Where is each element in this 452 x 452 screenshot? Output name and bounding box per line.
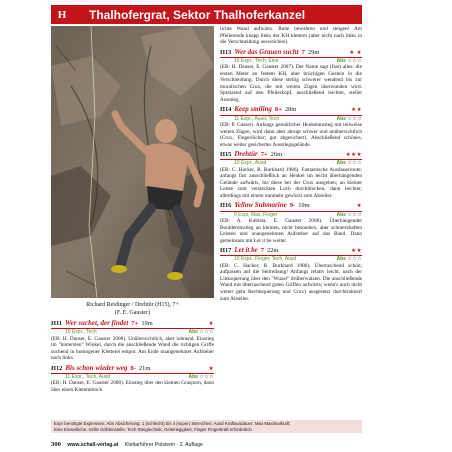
route-description: (EB: H. Dauser, E. Gauster 2007). Der Name sagt (fast) alles: die ersten Meter an festem KH, aber brüchigen Gestein in die Verschneidung. Durch diese steilig schwerer wendend bis zur moralischen Crux, die mit weiten Zügen überwunden wird. Spreizend auf den Pfeilerkopf, anschließend leichter, steiler Ausstieg. [220,64,362,103]
route-stars: ★★ [351,107,362,114]
route-length: 26m [270,151,283,159]
route-gear: 11 Expr., Ausd, Tech [234,115,280,122]
protection-rating: Abs ☆☆☆ [188,329,214,336]
route-grade: 7 [301,48,305,56]
route-stars: ★ ★ [349,49,362,56]
right-column [220,26,362,305]
route-header [220,151,362,160]
route-length: 28m [284,106,297,114]
legend-line-1: Expr benötigte Expressen; Abs Absicherung: 1 (schlecht) bis 4 (super) Sternchen; Ausd Kraftausdauer; Max Maximalkraft; [54,420,291,426]
route-description: (EB: A. Kubista, E. Gauster 2008). Überhängender Bouldereinstieg an kleinen, nicht besonders, aber schmerzhaften Leisten und unangenehmen Aufsteher auf das Band. Dann gemeinsam mit Let it be weiter. [220,218,362,244]
route-stars: ★★★ [345,152,362,159]
protection-rating: Abs ☆☆☆ [336,115,362,122]
route-grade: 9- [289,202,296,210]
route-length: 21m [138,364,151,372]
route-grade: 8- [130,364,136,372]
protection-stars: ☆☆☆ [347,160,362,167]
route-id: H17 [220,247,232,255]
route-meta [220,256,362,263]
route-description: (EB: C. Hacker, R. Burkhard 1986). Fantastische Ausdauerroute; anfangs fast ausschließlich an Henkel im leicht überhängenden Gelände aufwärts, bis diese bei der Crux ausgehen; an kleiner Leiste zum versteckten Loch durchblocken, dann leichter, allerdings mit einem nunmehr gewürzt zum Abseiler. [220,166,362,199]
protection-rating: Abs ☆☆☆ [336,211,362,218]
caption-line-1: Richard Reidinger / Drehtür (H15), 7+ [86,302,179,308]
route-name: Wer suchet, der findet [65,319,129,327]
caption-line-2: (F. E. Gauster) [114,309,151,316]
protection-stars: ☆☆☆ [199,329,214,336]
route-grade: 7 [260,247,264,255]
protection-stars: ☆☆☆ [347,256,362,263]
protection-rating: Abs ☆☆☆ [336,160,362,167]
route-length: 22m [267,247,279,255]
route-header [220,202,362,211]
route-gear: 16 Expr., Tech, Eine [234,57,279,64]
route-name: Bis schon wieder weg [65,363,128,372]
route-stars: ★ [208,321,214,327]
route-name: Wer das Grauen sucht [234,47,299,56]
route-stars: ★★ [351,248,362,255]
route-header [220,247,362,256]
route-gear: 9 Expr, Max, Finger [234,211,278,218]
route-gear: 11 Expr., Tech, Ausd [65,373,111,380]
route-length: 19m [141,320,153,327]
route-id: H13 [220,48,232,56]
route-stars: ★ [356,203,362,210]
route-id: H15 [220,151,232,159]
protection-stars: ☆☆☆ [347,211,362,218]
route-name: Drehtür [234,150,258,159]
climber-photo [51,26,214,298]
legend-line-2: Eine Einseitliche, Grille Grifdenstelle, Tech Steigtechnik, Geleinkgigkeit, Finger Fingerkraft erforderlich [54,426,252,432]
title-main: Thalhofergrat, [89,7,170,22]
section-letter: H [57,8,67,21]
protection-stars: ☆☆☆ [347,115,362,122]
route-header [220,49,362,58]
protection-rating: Abs ☆☆☆ [336,256,362,263]
route-entry [220,247,362,302]
route-description: (EB: H. Dauser, E. Gauster 2008). Unübersichtlich, aber lohnend. Einstieg im "hintersten" Winkel, durch die anschließende Wand die richtigen Griffe suchend in homogener Kletterei empor. Am Ende unangenehmer Aufsteher nach links. [51,335,214,362]
route-description: (EB: P. Gasser). Anfangs gemütlicher Henkelanstieg mit teilweise weiten Zügen, wird dann aber abrupt schwer und unübersichtlich (Crux, Fingerlöcher; gut abgesichert). Abschließend schönes, etwas weiter gesichertes Ausstiegsgelände. [220,122,362,148]
route-gear: 10 Expr., Tech [65,329,97,336]
route-description: (EB: C. Hacker, R. Burkhard 1986). Überraschend schön; aufpassen auf die Seilreibung! Anfangs relativ leicht, nach der Linksquerung über den "Wuzel" drüberwalzen. Die anschließende Wand mit überraschend guten Griffen aufwärts; wenn's auch nicht weiter geht Rechtsquerung und Crux) ausgesetzt durchtrainiert zum Abseiler. [220,262,362,302]
route-name: Let it be [234,246,258,255]
page-title [89,8,305,22]
route-header [220,106,362,115]
route-header [51,365,214,374]
route-grade: 8+ [274,106,282,114]
protection-stars: ☆☆☆ [347,57,362,64]
route-id: H11 [51,320,63,327]
title-subtitle: Sektor Thalhoferkanzel [173,7,306,22]
route-entry [220,49,362,104]
left-column [51,320,214,396]
page-number: 300 [51,441,61,448]
photo-caption [51,302,214,317]
page-footer [51,441,362,448]
route-name: Yellow Submarine [234,201,287,210]
protection-stars: ☆☆☆ [199,373,214,380]
route-gear: 10 Expr., Finger, Tech, Ausd [234,256,297,263]
route-gear: 10 Expr., Ausd [234,160,267,167]
legend-box [51,420,362,433]
route-stars: ★ [208,365,214,372]
route-grade: 7+ [131,320,139,327]
route-entry [51,320,214,362]
route-entry [220,106,362,148]
route-header [51,320,214,329]
route-id: H14 [220,106,232,114]
route-id: H16 [220,202,232,210]
publisher-url[interactable]: www.schall-verlag.at [67,442,119,448]
route-description: (EB: H. Dauser, E. Gauster 2008). Einstieg über den kleinen Grasporn, dann über einen Klemmblock [51,380,214,393]
intro-text: lichte Wand aufwärts. Ruhe bewahren und steigen! Am Pfeilerende knapp links der KH klettern (aber nicht nach links in die Verschneidung ausweichen). [220,26,362,46]
protection-rating: Abs ☆☆☆ [188,373,214,380]
route-entry [220,202,362,244]
book-title: Klettarführer Polsterin · 2. Auflage [124,442,203,448]
route-grade: 7+ [260,151,268,159]
route-length: 19m [298,202,310,210]
route-name: Keep smiling [234,105,272,114]
route-entry [51,365,214,394]
protection-rating: Abs ☆☆☆ [336,57,362,64]
route-length: 29m [307,48,320,56]
route-id: H12 [51,364,63,372]
page-header [51,5,362,24]
route-entry [220,151,362,199]
